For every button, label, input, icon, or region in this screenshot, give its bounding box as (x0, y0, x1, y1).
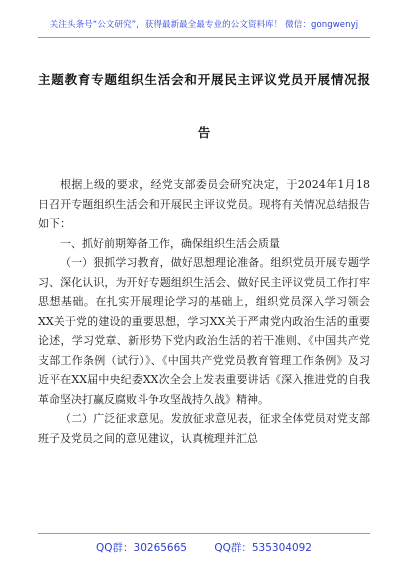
footer-qq-group-1: QQ群：30265665 (96, 542, 187, 554)
subsection-paragraph-1: （一）狠抓学习教育，做好思想理论准备。组织党员开展专题学习、深化认识，为开好专题组织生活会、做好民主评议党员工作打牢思想基础。在扎实开展理论学习的基础上，组织党员深入学习领会XX关于党的建设的重要思想，学习XX关于严肃党内政治生活的重要论述，学习党章、新形势下党内政治生活的若干准则、《中国共产党支部工作条例（试行）》、《中国共产党党员教育管理工作条例》及习近平在XX届中央纪委XX次全会上发表重要讲话《深入推进党的自我革命坚决打赢反腐败斗争攻坚战持久战》精神。 (38, 256, 370, 406)
document-title-line-2: 告 (197, 125, 211, 140)
footer (0, 540, 408, 555)
footer-qq-group-2: QQ群：535304092 (214, 542, 312, 554)
header-banner: 关注头条号“公文研究”，获得最新最全最专业的公文资料库！ 微信：gongwenyj (49, 20, 359, 30)
header-divider (38, 37, 370, 38)
intro-paragraph: 根据上级的要求，经党支部委员会研究决定，于2024年1月18日召开专题组织生活会和开展民主评议党员。现将有关情况总结报告如下： (38, 178, 370, 230)
document-title-line-1: 主题教育专题组织生活会和开展民主评议党员开展情况报 (38, 72, 370, 87)
subsection-paragraph-2: （二）广泛征求意见。发放征求意见表，征求全体党员对党支部班子及党员之间的意见建议，认真梳理并汇总 (38, 412, 370, 445)
document-body (38, 175, 370, 448)
footer-divider (38, 533, 370, 534)
section-heading-1: 一、抓好前期筹备工作，确保组织生活会质量 (60, 236, 280, 250)
